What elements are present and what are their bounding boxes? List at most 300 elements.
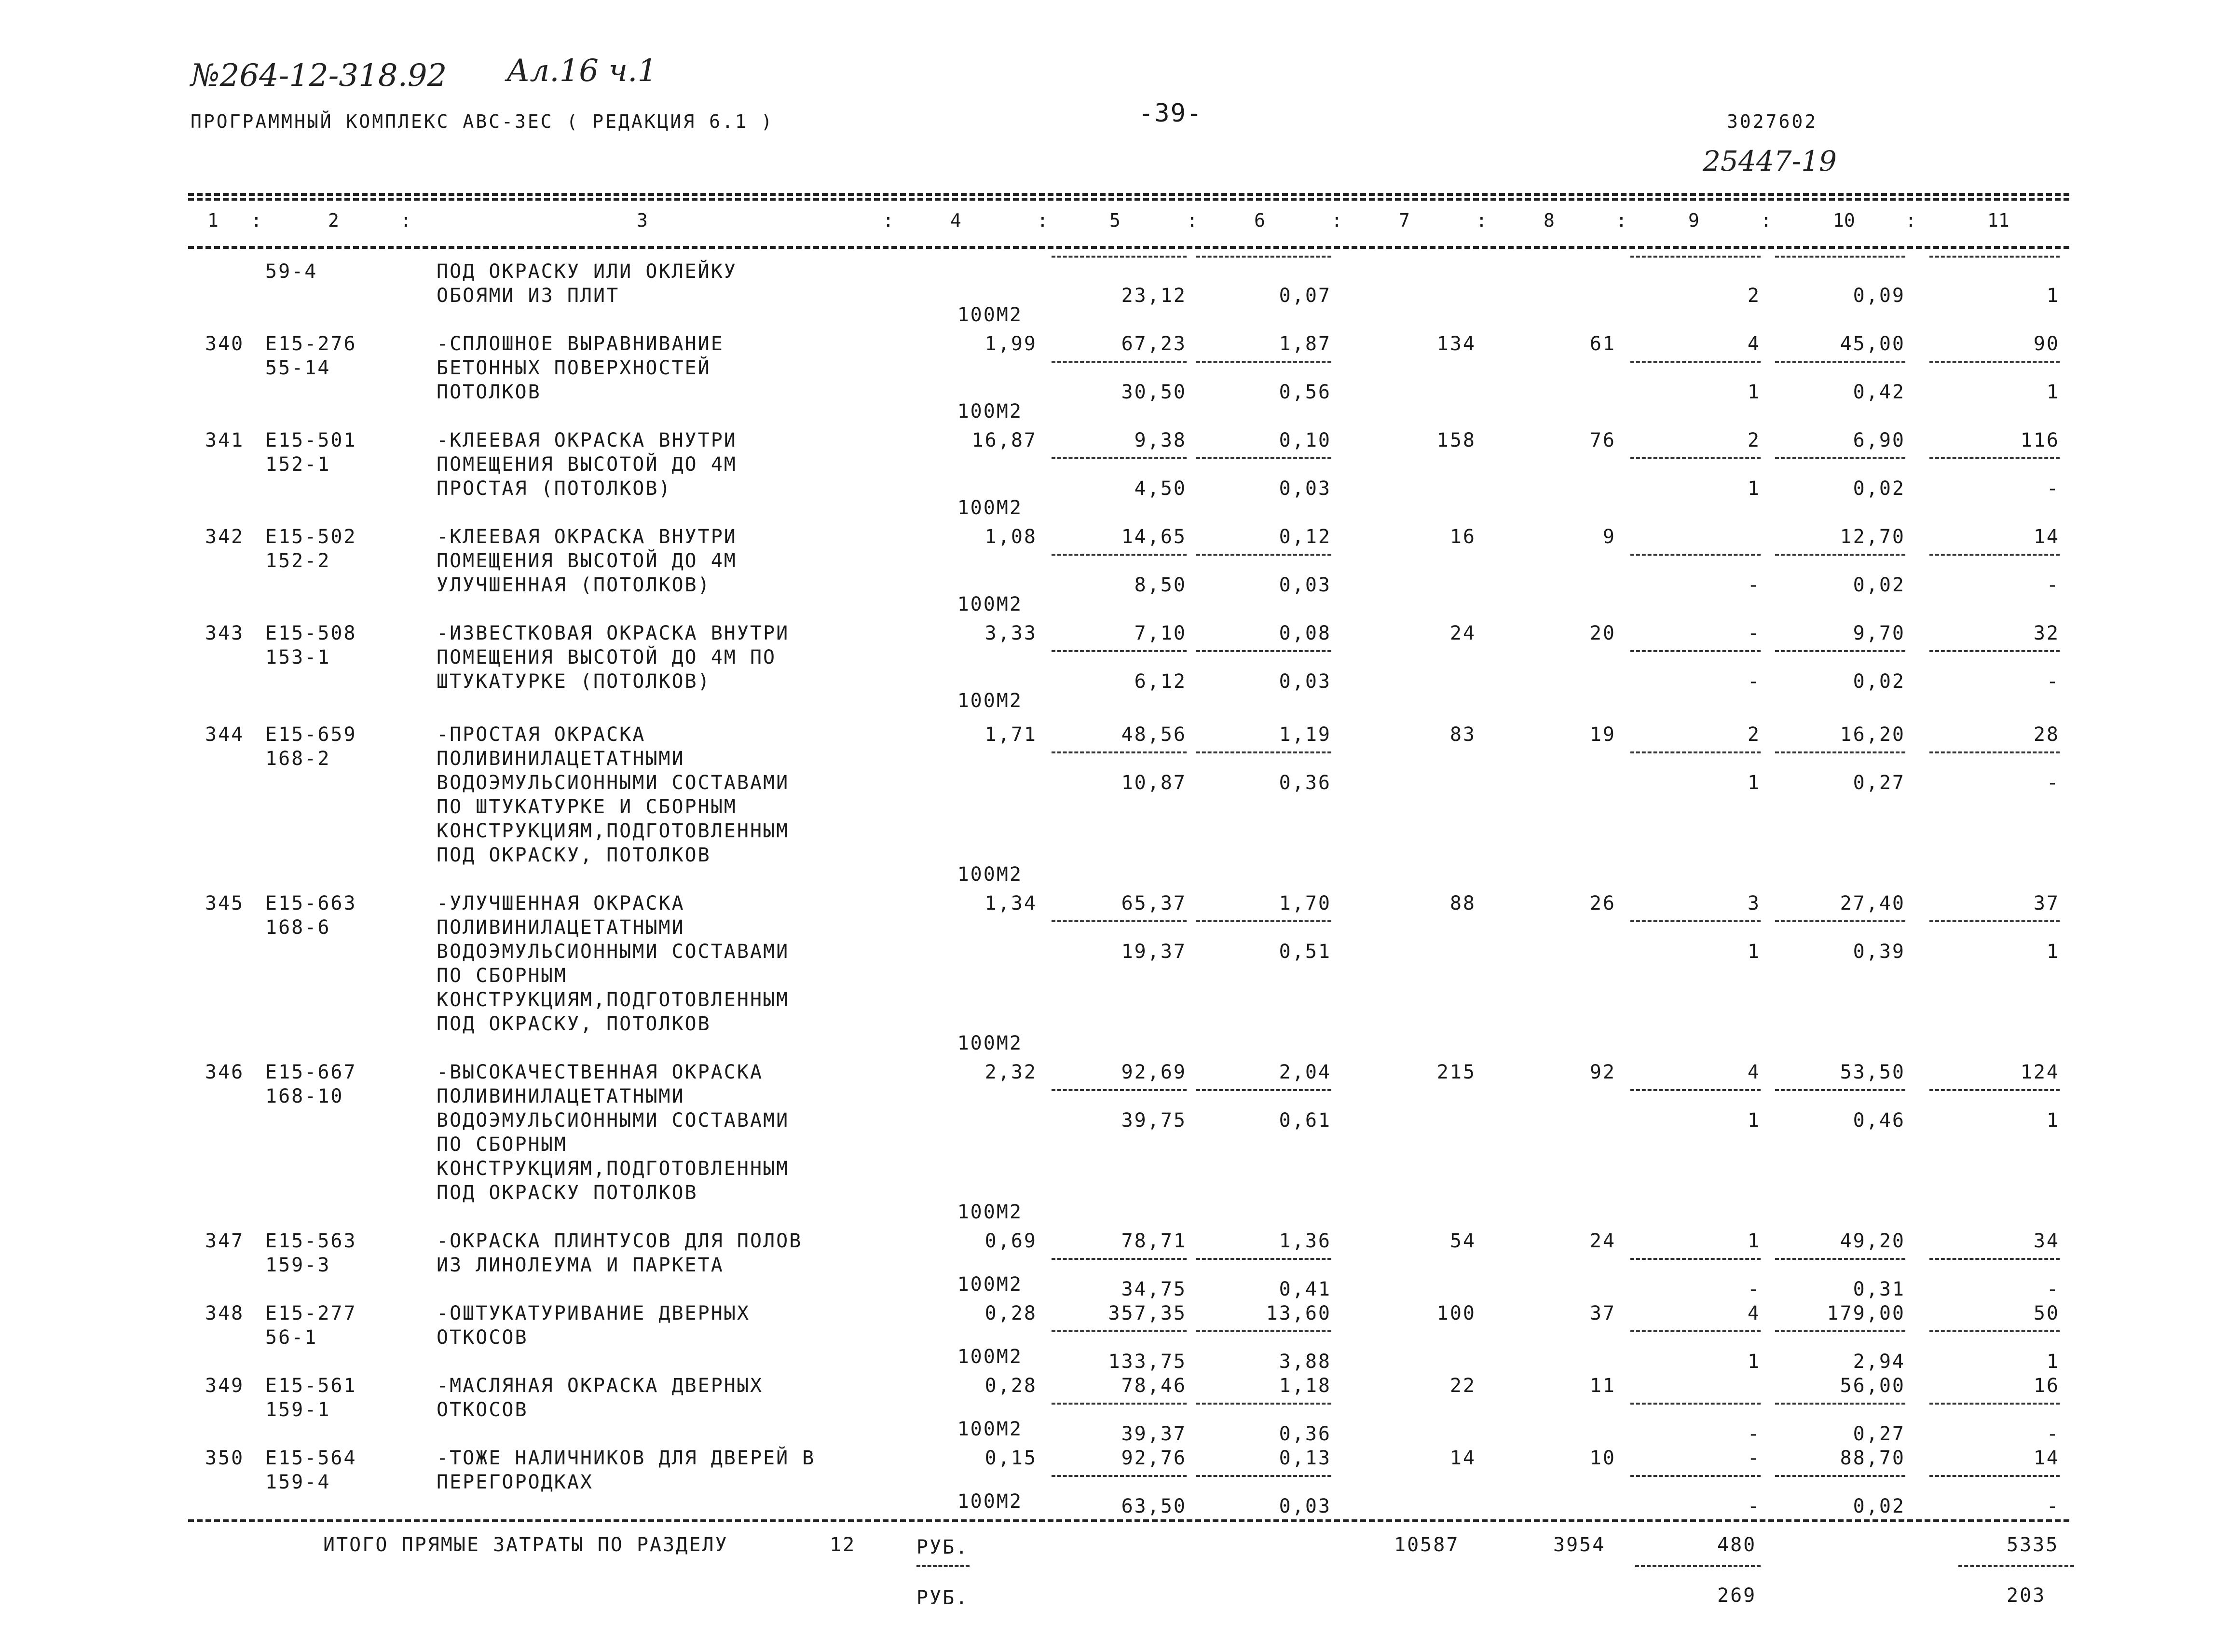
- col9-rule: [1630, 751, 1761, 753]
- unit-cost-second: 6,12: [1134, 670, 1187, 693]
- unit-cost: 14,65: [1121, 526, 1187, 548]
- price-code: Е15-563: [265, 1230, 357, 1252]
- unit-of-measure: 100М2: [957, 1346, 1023, 1368]
- unit-wage: 0,12: [1279, 526, 1331, 548]
- col9-second: 1: [1747, 772, 1761, 794]
- price-code: Е15-277: [265, 1302, 357, 1324]
- work-description: ОБОЯМИ ИЗ ПЛИТ: [437, 285, 620, 307]
- totals-currency: РУБ.: [916, 1536, 969, 1558]
- price-code-sub: 159-1: [265, 1399, 331, 1421]
- unit-of-measure: 100М2: [957, 304, 1023, 326]
- col11-value: 14: [2033, 1447, 2060, 1469]
- col9-second: -: [1747, 1495, 1761, 1517]
- totals-col9: 480: [1717, 1534, 1757, 1556]
- total-cost: 158: [1436, 429, 1476, 451]
- column-separator: :: [400, 210, 411, 231]
- work-description: ШТУКАТУРКЕ (ПОТОЛКОВ): [437, 670, 711, 693]
- column-separator: :: [251, 210, 262, 231]
- col10-rule: [1775, 1403, 1905, 1405]
- cost-rule: [1052, 650, 1187, 652]
- col9-second: 1: [1747, 381, 1761, 403]
- wage-rule: [1196, 650, 1331, 652]
- unit-wage-second: 3,88: [1279, 1351, 1331, 1373]
- cost-rule: [1052, 751, 1187, 753]
- wage-rule: [1196, 1258, 1331, 1260]
- col10-rule: [1775, 1089, 1905, 1091]
- column-separator: :: [1761, 210, 1772, 231]
- row-number: 342: [205, 526, 245, 548]
- total-cost: 215: [1436, 1061, 1476, 1083]
- work-description: -ТОЖЕ НАЛИЧНИКОВ ДЛЯ ДВЕРЕЙ В: [437, 1447, 816, 1469]
- totals-currency-2: РУБ.: [916, 1587, 969, 1609]
- cost-rule: [1052, 1330, 1187, 1332]
- cost-rule: [1052, 1089, 1187, 1091]
- col10-rule: [1775, 650, 1905, 652]
- column-number-9: 9: [1688, 210, 1699, 231]
- col10-second: 0,46: [1853, 1109, 1905, 1132]
- quantity: 0,28: [984, 1375, 1037, 1397]
- unit-wage-second: 0,56: [1279, 381, 1331, 403]
- unit-of-measure: 100М2: [957, 690, 1023, 712]
- column-separator: :: [1187, 210, 1198, 231]
- work-description: КОНСТРУКЦИЯМ,ПОДГОТОВЛЕННЫМ: [437, 989, 790, 1011]
- col9-second: 1: [1747, 1351, 1761, 1373]
- col10-second: 0,42: [1853, 381, 1905, 403]
- col9-second: 1: [1747, 941, 1761, 963]
- column-number-8: 8: [1544, 210, 1555, 231]
- quantity: 1,08: [984, 526, 1037, 548]
- col9-rule: [1630, 256, 1761, 258]
- unit-wage-second: 0,03: [1279, 1495, 1331, 1517]
- work-description: -ОКРАСКА ПЛИНТУСОВ ДЛЯ ПОЛОВ: [437, 1230, 803, 1252]
- work-description: ПОД ОКРАСКУ, ПОТОЛКОВ: [437, 844, 711, 866]
- unit-of-measure: 100М2: [957, 863, 1023, 886]
- totals-col9-second: 269: [1717, 1584, 1757, 1607]
- col9-second: -: [1747, 670, 1761, 693]
- col9-second: -: [1747, 1423, 1761, 1445]
- totals-col11-rule: [1958, 1565, 2074, 1567]
- price-code-sub: 55-14: [265, 357, 331, 379]
- unit-wage: 1,87: [1279, 333, 1331, 355]
- work-description: ПОМЕЩЕНИЯ ВЫСОТОЙ ДО 4М ПО: [437, 646, 777, 669]
- totals-currency-rule: [916, 1565, 970, 1567]
- col11-second: -: [2046, 772, 2060, 794]
- total-cost: 83: [1449, 724, 1476, 746]
- col11-value: 50: [2033, 1302, 2060, 1324]
- unit-of-measure: 100М2: [957, 1032, 1023, 1054]
- col11-rule: [1929, 751, 2060, 753]
- col11-value: 124: [2020, 1061, 2060, 1083]
- col10-value: 56,00: [1840, 1375, 1905, 1397]
- column-number-5: 5: [1109, 210, 1121, 231]
- total-wage: 61: [1589, 333, 1616, 355]
- col10-second: 0,27: [1853, 772, 1905, 794]
- col10-value: 9,70: [1853, 622, 1905, 644]
- col10-value: 6,90: [1853, 429, 1905, 451]
- totals-col8: 3954: [1553, 1534, 1606, 1556]
- col11-second: -: [2046, 670, 2060, 693]
- work-description: -КЛЕЕВАЯ ОКРАСКА ВНУТРИ: [437, 429, 737, 451]
- price-code-sub: 152-2: [265, 550, 331, 572]
- column-number-6: 6: [1254, 210, 1265, 231]
- unit-wage: 2,04: [1279, 1061, 1331, 1083]
- col11-second: -: [2046, 1495, 2060, 1517]
- unit-wage-second: 0,07: [1279, 285, 1331, 307]
- unit-of-measure: 100М2: [957, 593, 1023, 615]
- total-wage: 76: [1589, 429, 1616, 451]
- totals-section: 12: [830, 1534, 856, 1556]
- col11-value: 116: [2020, 429, 2060, 451]
- work-description: ВОДОЭМУЛЬСИОННЫМИ СОСТАВАМИ: [437, 772, 790, 794]
- row-number: 345: [205, 892, 245, 915]
- work-description: КОНСТРУКЦИЯМ,ПОДГОТОВЛЕННЫМ: [437, 820, 790, 842]
- work-description: УЛУЧШЕННАЯ (ПОТОЛКОВ): [437, 574, 711, 596]
- work-description: -ВЫСОКАЧЕСТВЕННАЯ ОКРАСКА: [437, 1061, 764, 1083]
- work-description: ВОДОЭМУЛЬСИОННЫМИ СОСТАВАМИ: [437, 941, 790, 963]
- total-wage: 9: [1602, 526, 1616, 548]
- total-cost: 16: [1449, 526, 1476, 548]
- col11-rule: [1929, 1403, 2060, 1405]
- quantity: 1,34: [984, 892, 1037, 915]
- unit-cost-second: 23,12: [1121, 285, 1187, 307]
- unit-wage-second: 0,61: [1279, 1109, 1331, 1132]
- column-number-1: 1: [207, 210, 219, 231]
- work-description: -СПЛОШНОЕ ВЫРАВНИВАНИЕ: [437, 333, 724, 355]
- total-cost: 24: [1449, 622, 1476, 644]
- unit-cost: 357,35: [1108, 1302, 1187, 1324]
- price-code: Е15-667: [265, 1061, 357, 1083]
- unit-of-measure: 100М2: [957, 1418, 1023, 1440]
- column-separator: :: [883, 210, 894, 231]
- unit-wage: 1,36: [1279, 1230, 1331, 1252]
- cost-rule: [1052, 457, 1187, 459]
- wage-rule: [1196, 361, 1331, 363]
- col11-rule: [1929, 1475, 2060, 1477]
- wage-rule: [1196, 1330, 1331, 1332]
- col10-second: 2,94: [1853, 1351, 1905, 1373]
- col9-value: 2: [1747, 724, 1761, 746]
- column-number-11: 11: [1987, 210, 2009, 231]
- work-description: КОНСТРУКЦИЯМ,ПОДГОТОВЛЕННЫМ: [437, 1158, 790, 1180]
- wage-rule: [1196, 457, 1331, 459]
- col11-value: 14: [2033, 526, 2060, 548]
- totals-col7: 10587: [1394, 1534, 1460, 1556]
- col11-rule: [1929, 554, 2060, 556]
- unit-of-measure: 100М2: [957, 1273, 1023, 1296]
- unit-wage: 0,08: [1279, 622, 1331, 644]
- col11-value: 34: [2033, 1230, 2060, 1252]
- work-description: ПОЛИВИНИЛАЦЕТАТНЫМИ: [437, 748, 685, 770]
- work-description: ПОД ОКРАСКУ ИЛИ ОКЛЕЙКУ: [437, 260, 737, 283]
- price-code-sub: 59-4: [265, 260, 318, 283]
- quantity: 0,69: [984, 1230, 1037, 1252]
- price-code: Е15-561: [265, 1375, 357, 1397]
- column-separator: :: [1616, 210, 1627, 231]
- price-code-sub: 159-3: [265, 1254, 331, 1276]
- unit-cost-second: 30,50: [1121, 381, 1187, 403]
- col10-value: 12,70: [1840, 526, 1905, 548]
- work-description: ПОД ОКРАСКУ ПОТОЛКОВ: [437, 1182, 698, 1204]
- work-description: ПОТОЛКОВ: [437, 381, 541, 403]
- col10-second: 0,39: [1853, 941, 1905, 963]
- quantity: 16,87: [971, 429, 1037, 451]
- col11-rule: [1929, 1330, 2060, 1332]
- total-wage: 24: [1589, 1230, 1616, 1252]
- unit-wage: 0,10: [1279, 429, 1331, 451]
- row-number: 340: [205, 333, 245, 355]
- unit-wage-second: 0,36: [1279, 1423, 1331, 1445]
- cost-rule: [1052, 361, 1187, 363]
- col11-second: 1: [2046, 1351, 2060, 1373]
- unit-of-measure: 100М2: [957, 400, 1023, 423]
- unit-cost: 65,37: [1121, 892, 1187, 915]
- cost-rule: [1052, 920, 1187, 922]
- price-code-sub: 168-10: [265, 1085, 344, 1107]
- col10-value: 88,70: [1840, 1447, 1905, 1469]
- total-cost: 54: [1449, 1230, 1476, 1252]
- row-number: 346: [205, 1061, 245, 1083]
- col9-value: -: [1747, 622, 1761, 644]
- handwritten-album: Ал.16 ч.1: [506, 53, 657, 89]
- price-code-sub: 168-2: [265, 748, 331, 770]
- col10-rule: [1775, 457, 1905, 459]
- col11-value: 37: [2033, 892, 2060, 915]
- col9-rule: [1630, 554, 1761, 556]
- unit-of-measure: 100М2: [957, 497, 1023, 519]
- price-code-sub: 152-1: [265, 453, 331, 476]
- quantity: 3,33: [984, 622, 1037, 644]
- work-description: -ОШТУКАТУРИВАНИЕ ДВЕРНЫХ: [437, 1302, 750, 1324]
- total-cost: 88: [1449, 892, 1476, 915]
- program-header: ПРОГРАММНЫЙ КОМПЛЕКС АВС-3ЕС ( РЕДАКЦИЯ 6.1 ): [191, 111, 774, 132]
- column-separator: :: [1331, 210, 1342, 231]
- wage-rule: [1196, 256, 1331, 258]
- work-description: ПО СБОРНЫМ: [437, 965, 567, 987]
- work-description: ИЗ ЛИНОЛЕУМА И ПАРКЕТА: [437, 1254, 724, 1276]
- col10-second: 0,02: [1853, 670, 1905, 693]
- price-code: Е15-508: [265, 622, 357, 644]
- col10-value: 16,20: [1840, 724, 1905, 746]
- col9-rule: [1630, 1475, 1761, 1477]
- unit-cost: 7,10: [1134, 622, 1187, 644]
- unit-wage-second: 0,36: [1279, 772, 1331, 794]
- col10-rule: [1775, 554, 1905, 556]
- col10-second: 0,09: [1853, 285, 1905, 307]
- price-code: Е15-659: [265, 724, 357, 746]
- col10-value: 27,40: [1840, 892, 1905, 915]
- col10-rule: [1775, 256, 1905, 258]
- unit-cost-second: 34,75: [1121, 1278, 1187, 1300]
- col9-rule: [1630, 1258, 1761, 1260]
- col10-value: 45,00: [1840, 333, 1905, 355]
- column-number-2: 2: [328, 210, 339, 231]
- wage-rule: [1196, 1403, 1331, 1405]
- total-cost: 14: [1449, 1447, 1476, 1469]
- work-description: ПОЛИВИНИЛАЦЕТАТНЫМИ: [437, 1085, 685, 1107]
- column-separator: :: [1905, 210, 1916, 231]
- work-description: -КЛЕЕВАЯ ОКРАСКА ВНУТРИ: [437, 526, 737, 548]
- document-id: 3027602: [1727, 111, 1818, 132]
- unit-cost: 78,46: [1121, 1375, 1187, 1397]
- col9-rule: [1630, 361, 1761, 363]
- col10-second: 0,27: [1853, 1423, 1905, 1445]
- quantity: 1,71: [984, 724, 1037, 746]
- unit-cost-second: 39,75: [1121, 1109, 1187, 1132]
- price-code-sub: 168-6: [265, 916, 331, 939]
- col9-value: 1: [1747, 1230, 1761, 1252]
- col11-rule: [1929, 650, 2060, 652]
- price-code: Е15-564: [265, 1447, 357, 1469]
- work-description: -ИЗВЕСТКОВАЯ ОКРАСКА ВНУТРИ: [437, 622, 790, 644]
- col10-value: 179,00: [1827, 1302, 1905, 1324]
- col9-value: -: [1747, 1447, 1761, 1469]
- col11-rule: [1929, 1258, 2060, 1260]
- col9-rule: [1630, 920, 1761, 922]
- total-wage: 11: [1589, 1375, 1616, 1397]
- work-description: ПЕРЕГОРОДКАХ: [437, 1471, 593, 1493]
- page-number: -39-: [1138, 99, 1203, 128]
- unit-wage: 1,70: [1279, 892, 1331, 915]
- wage-rule: [1196, 1475, 1331, 1477]
- wage-rule: [1196, 751, 1331, 753]
- col9-second: 1: [1747, 478, 1761, 500]
- unit-cost-second: 63,50: [1121, 1495, 1187, 1517]
- price-code: Е15-663: [265, 892, 357, 915]
- col10-rule: [1775, 751, 1905, 753]
- col10-rule: [1775, 1258, 1905, 1260]
- work-description: -УЛУЧШЕННАЯ ОКРАСКА: [437, 892, 685, 915]
- col11-second: -: [2046, 574, 2060, 596]
- unit-cost-second: 8,50: [1134, 574, 1187, 596]
- column-separator: :: [1037, 210, 1048, 231]
- unit-cost-second: 4,50: [1134, 478, 1187, 500]
- totals-col9-rule: [1635, 1565, 1761, 1567]
- row-number: 343: [205, 622, 245, 644]
- unit-wage-second: 0,41: [1279, 1278, 1331, 1300]
- totals-col11: 5335: [2007, 1534, 2059, 1556]
- work-description: ПО СБОРНЫМ: [437, 1133, 567, 1156]
- cost-rule: [1052, 256, 1187, 258]
- price-code: Е15-276: [265, 333, 357, 355]
- col11-value: 90: [2033, 333, 2060, 355]
- unit-wage: 1,18: [1279, 1375, 1331, 1397]
- handwritten-doc-number: №264-12-318.92: [191, 58, 447, 94]
- total-cost: 22: [1449, 1375, 1476, 1397]
- work-description: БЕТОННЫХ ПОВЕРХНОСТЕЙ: [437, 357, 711, 379]
- col10-rule: [1775, 1330, 1905, 1332]
- totals-label: ИТОГО ПРЯМЫЕ ЗАТРАТЫ ПО РАЗДЕЛУ: [323, 1534, 728, 1556]
- totals-col11-second: 203: [2007, 1584, 2046, 1607]
- column-number-3: 3: [637, 210, 648, 231]
- unit-of-measure: 100М2: [957, 1201, 1023, 1223]
- price-code: Е15-502: [265, 526, 357, 548]
- col11-second: -: [2046, 478, 2060, 500]
- unit-cost-second: 133,75: [1108, 1351, 1187, 1373]
- col9-value: 4: [1747, 333, 1761, 355]
- col9-value: 4: [1747, 1061, 1761, 1083]
- unit-cost-second: 19,37: [1121, 941, 1187, 963]
- price-code-sub: 153-1: [265, 646, 331, 669]
- col11-rule: [1929, 361, 2060, 363]
- total-wage: 10: [1589, 1447, 1616, 1469]
- column-number-7: 7: [1399, 210, 1410, 231]
- unit-wage-second: 0,51: [1279, 941, 1331, 963]
- col10-second: 0,02: [1853, 574, 1905, 596]
- work-description: -МАСЛЯНАЯ ОКРАСКА ДВЕРНЫХ: [437, 1375, 764, 1397]
- unit-cost: 67,23: [1121, 333, 1187, 355]
- work-description: ПО ШТУКАТУРКЕ И СБОРНЫМ: [437, 796, 737, 818]
- work-description: ПОД ОКРАСКУ, ПОТОЛКОВ: [437, 1013, 711, 1035]
- unit-cost: 78,71: [1121, 1230, 1187, 1252]
- col10-value: 53,50: [1840, 1061, 1905, 1083]
- cost-rule: [1052, 1403, 1187, 1405]
- col9-value: 3: [1747, 892, 1761, 915]
- col11-second: -: [2046, 1423, 2060, 1445]
- work-description: ОТКОСОВ: [437, 1399, 528, 1421]
- price-code: Е15-501: [265, 429, 357, 451]
- wage-rule: [1196, 554, 1331, 556]
- work-description: ПОЛИВИНИЛАЦЕТАТНЫМИ: [437, 916, 685, 939]
- row-number: 348: [205, 1302, 245, 1324]
- work-description: ПРОСТАЯ (ПОТОЛКОВ): [437, 478, 672, 500]
- col11-rule: [1929, 256, 2060, 258]
- unit-wage-second: 0,03: [1279, 478, 1331, 500]
- unit-wage-second: 0,03: [1279, 670, 1331, 693]
- column-number-10: 10: [1833, 210, 1855, 231]
- cost-rule: [1052, 1475, 1187, 1477]
- work-description: -ПРОСТАЯ ОКРАСКА: [437, 724, 646, 746]
- col9-rule: [1630, 1403, 1761, 1405]
- total-wage: 19: [1589, 724, 1616, 746]
- col9-rule: [1630, 650, 1761, 652]
- unit-cost: 9,38: [1134, 429, 1187, 451]
- wage-rule: [1196, 920, 1331, 922]
- unit-cost-second: 10,87: [1121, 772, 1187, 794]
- unit-wage-second: 0,03: [1279, 574, 1331, 596]
- work-description: ПОМЕЩЕНИЯ ВЫСОТОЙ ДО 4М: [437, 453, 737, 476]
- total-cost: 100: [1436, 1302, 1476, 1324]
- col11-rule: [1929, 1089, 2060, 1091]
- row-number: 347: [205, 1230, 245, 1252]
- row-number: 349: [205, 1375, 245, 1397]
- unit-of-measure: 100М2: [957, 1490, 1023, 1513]
- unit-wage: 1,19: [1279, 724, 1331, 746]
- unit-cost: 92,69: [1121, 1061, 1187, 1083]
- total-wage: 92: [1589, 1061, 1616, 1083]
- col11-rule: [1929, 920, 2060, 922]
- col10-rule: [1775, 920, 1905, 922]
- col9-rule: [1630, 457, 1761, 459]
- col10-rule: [1775, 361, 1905, 363]
- unit-wage: 0,13: [1279, 1447, 1331, 1469]
- col11-value: 16: [2033, 1375, 2060, 1397]
- total-wage: 37: [1589, 1302, 1616, 1324]
- col11-value: 28: [2033, 724, 2060, 746]
- col9-second: -: [1747, 574, 1761, 596]
- row-number: 344: [205, 724, 245, 746]
- col9-value: 2: [1747, 429, 1761, 451]
- col9-rule: [1630, 1089, 1761, 1091]
- col9-second: 2: [1747, 285, 1761, 307]
- col11-second: 1: [2046, 381, 2060, 403]
- price-code-sub: 56-1: [265, 1326, 318, 1349]
- col10-second: 0,02: [1853, 1495, 1905, 1517]
- total-cost: 134: [1436, 333, 1476, 355]
- col11-value: 32: [2033, 622, 2060, 644]
- work-description: ОТКОСОВ: [437, 1326, 528, 1349]
- col10-rule: [1775, 1475, 1905, 1477]
- work-description: ВОДОЭМУЛЬСИОННЫМИ СОСТАВАМИ: [437, 1109, 790, 1132]
